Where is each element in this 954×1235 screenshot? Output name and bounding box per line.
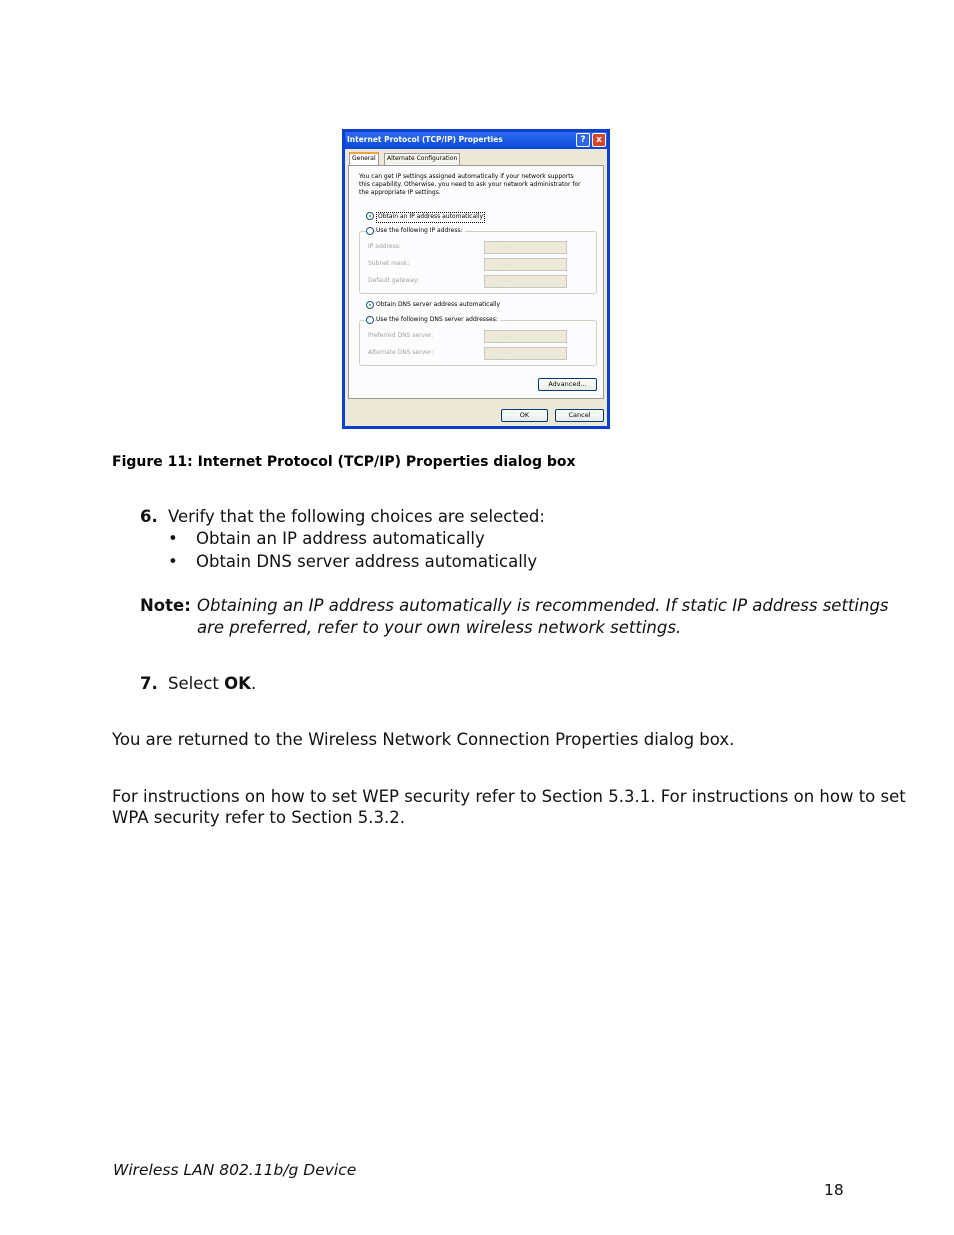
dialog-body bbox=[345, 149, 607, 426]
obtain-ip-radio[interactable] bbox=[366, 212, 374, 220]
use-following-dns-radio[interactable] bbox=[366, 316, 374, 324]
paragraph-returned: You are returned to the Wireless Network Connection Properties dialog box. bbox=[112, 730, 735, 749]
note-label: Note: bbox=[140, 596, 191, 615]
ip-address-field[interactable] bbox=[484, 241, 567, 254]
footer-doc-title: Wireless LAN 802.11b/g Device bbox=[113, 1161, 357, 1179]
step7-text-before: Select bbox=[168, 674, 225, 693]
note-line: are preferred, refer to your own wireless network settings. bbox=[197, 618, 682, 637]
preferred-dns-label: Preferred DNS server: bbox=[368, 332, 434, 339]
step7-text-after: . bbox=[250, 674, 257, 693]
tab-general[interactable]: General bbox=[349, 152, 379, 165]
step6-number: 6. bbox=[140, 507, 158, 526]
step7-number: 7. bbox=[140, 674, 158, 693]
subnet-mask-label: Subnet mask: bbox=[368, 260, 410, 267]
preferred-dns-value: . . . bbox=[501, 332, 511, 339]
ip-address-label: IP address: bbox=[368, 243, 401, 250]
subnet-mask-value: . . . bbox=[501, 260, 511, 267]
use-following-ip-radio[interactable] bbox=[366, 227, 374, 235]
use-following-dns-label[interactable]: Use the following DNS server addresses: bbox=[376, 316, 498, 323]
bullet-icon: • bbox=[168, 529, 178, 548]
default-gateway-field[interactable] bbox=[484, 275, 567, 288]
alternate-dns-value: . . . bbox=[501, 349, 511, 356]
advanced-button[interactable]: Advanced... bbox=[538, 378, 597, 391]
description-line: You can get IP settings assigned automatically if your network supports bbox=[359, 173, 574, 180]
step6-text: Verify that the following choices are selected: bbox=[168, 507, 545, 526]
default-gateway-label: Default gateway: bbox=[368, 277, 420, 284]
obtain-dns-radio[interactable] bbox=[366, 301, 374, 309]
bullet-icon: • bbox=[168, 552, 178, 571]
page-number: 18 bbox=[824, 1181, 844, 1199]
ip-address-value: . . . bbox=[501, 243, 511, 250]
tab-alternate-configuration[interactable]: Alternate Configuration bbox=[384, 153, 460, 165]
alternate-dns-field[interactable] bbox=[484, 347, 567, 360]
ok-button[interactable]: OK bbox=[501, 409, 548, 422]
subnet-mask-field[interactable] bbox=[484, 258, 567, 271]
default-gateway-value: . . . bbox=[501, 277, 511, 284]
step7-text bbox=[168, 673, 256, 694]
step7-ok-text: OK bbox=[224, 674, 251, 693]
close-icon[interactable]: x bbox=[592, 133, 606, 147]
note-line: Obtaining an IP address automatically is recommended. If static IP address settings bbox=[197, 596, 889, 615]
list-item: Obtain an IP address automatically bbox=[196, 529, 485, 548]
help-icon[interactable]: ? bbox=[576, 133, 590, 147]
obtain-dns-label[interactable]: Obtain DNS server address automatically bbox=[376, 301, 501, 308]
general-panel bbox=[348, 165, 604, 399]
obtain-ip-label[interactable]: Obtain an IP address automatically bbox=[376, 212, 485, 223]
list-item: Obtain DNS server address automatically bbox=[196, 552, 538, 571]
description-line: the appropriate IP settings. bbox=[359, 189, 441, 196]
tcpip-properties-dialog bbox=[342, 129, 610, 429]
paragraph-line: For instructions on how to set WEP security refer to Section 5.3.1. For instructions on how to set bbox=[112, 787, 906, 806]
preferred-dns-field[interactable] bbox=[484, 330, 567, 343]
description-line: this capability. Otherwise, you need to ask your network administrator for bbox=[359, 181, 581, 188]
alternate-dns-label: Alternate DNS server: bbox=[368, 349, 434, 356]
dialog-title: Internet Protocol (TCP/IP) Properties bbox=[347, 135, 503, 144]
cancel-button[interactable]: Cancel bbox=[555, 409, 604, 422]
paragraph-line: WPA security refer to Section 5.3.2. bbox=[112, 808, 406, 827]
use-following-ip-label[interactable]: Use the following IP address: bbox=[376, 227, 463, 234]
dialog-titlebar bbox=[345, 132, 607, 149]
figure-caption: Figure 11: Internet Protocol (TCP/IP) Properties dialog box bbox=[112, 454, 576, 470]
